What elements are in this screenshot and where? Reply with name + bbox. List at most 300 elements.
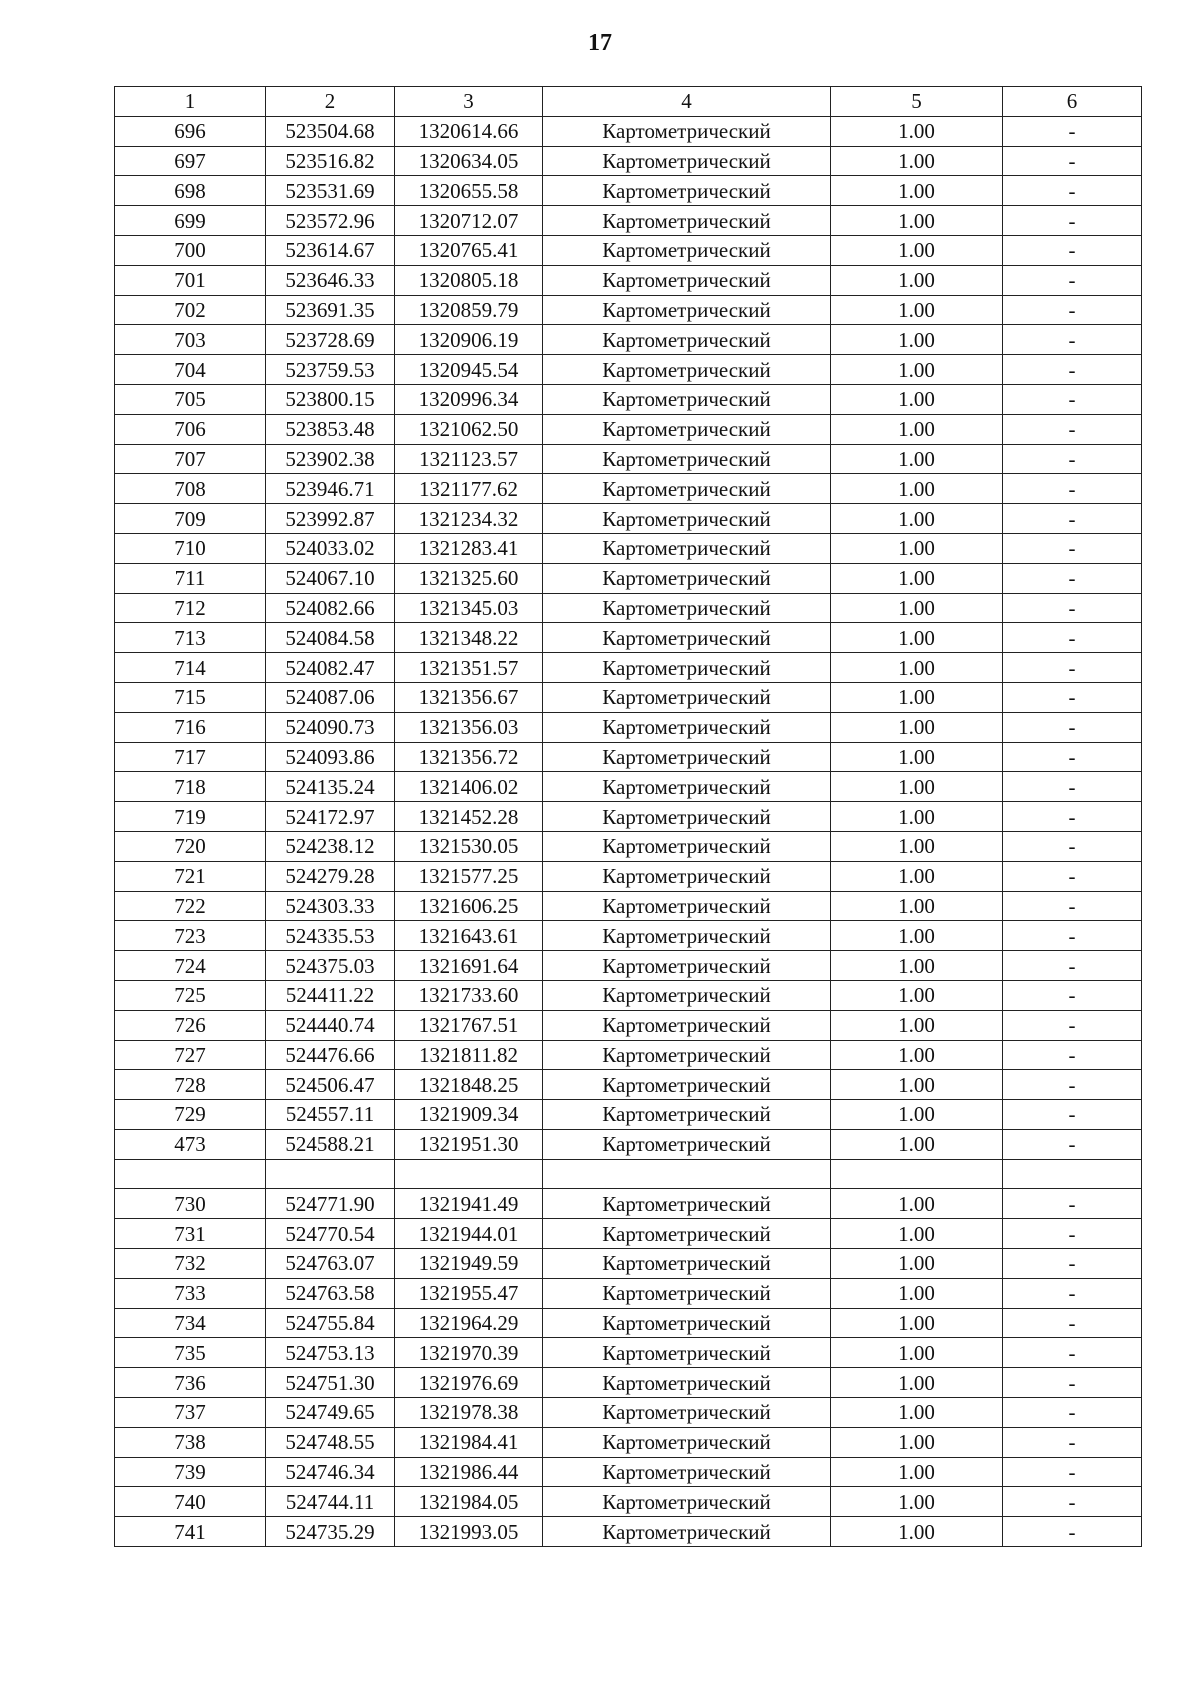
- table-cell: Картометрический: [543, 235, 831, 265]
- table-cell: Картометрический: [543, 414, 831, 444]
- table-cell: -: [1003, 593, 1142, 623]
- table-cell: Картометрический: [543, 1457, 831, 1487]
- table-row: [115, 1249, 1142, 1279]
- table-cell: 709: [115, 504, 266, 534]
- table-cell: 1.00: [831, 474, 1003, 504]
- table-cell: 524082.66: [266, 593, 395, 623]
- table-cell: 524506.47: [266, 1070, 395, 1100]
- table-cell: 724: [115, 951, 266, 981]
- table-cell: 1321351.57: [395, 653, 543, 683]
- table-row: [115, 831, 1142, 861]
- table-cell: 1.00: [831, 504, 1003, 534]
- table-cell: 523691.35: [266, 295, 395, 325]
- table-cell: 725: [115, 980, 266, 1010]
- table-cell: 1.00: [831, 682, 1003, 712]
- table-cell: 1.00: [831, 533, 1003, 563]
- table-cell: 524588.21: [266, 1129, 395, 1159]
- table-cell: 1321941.49: [395, 1189, 543, 1219]
- table-body: [115, 87, 1142, 1547]
- table-cell: -: [1003, 772, 1142, 802]
- table-cell: 1.00: [831, 265, 1003, 295]
- table-cell: Картометрический: [543, 772, 831, 802]
- table-cell: 712: [115, 593, 266, 623]
- column-header: 1: [115, 87, 266, 117]
- table-cell: 524090.73: [266, 712, 395, 742]
- table-row: [115, 1189, 1142, 1219]
- table-cell: -: [1003, 1457, 1142, 1487]
- table-cell: 707: [115, 444, 266, 474]
- table-row: [115, 235, 1142, 265]
- table-cell: 1321283.41: [395, 533, 543, 563]
- table-cell: 721: [115, 861, 266, 891]
- table-row: [115, 1487, 1142, 1517]
- table-row: [115, 444, 1142, 474]
- table-cell: 1320614.66: [395, 116, 543, 146]
- table-cell: 731: [115, 1219, 266, 1249]
- table-cell: 524172.97: [266, 802, 395, 832]
- table-cell: 1321177.62: [395, 474, 543, 504]
- table-cell: 524771.90: [266, 1189, 395, 1219]
- table-row: [115, 1070, 1142, 1100]
- table-cell: 1320712.07: [395, 206, 543, 236]
- table-cell: 1.00: [831, 235, 1003, 265]
- table-cell: 523728.69: [266, 325, 395, 355]
- table-cell: 1.00: [831, 1427, 1003, 1457]
- table-cell: 732: [115, 1249, 266, 1279]
- table-cell: 723: [115, 921, 266, 951]
- table-cell: 1321345.03: [395, 593, 543, 623]
- table-row: [115, 474, 1142, 504]
- table-cell: -: [1003, 444, 1142, 474]
- table-cell: Картометрический: [543, 1070, 831, 1100]
- table-cell: 524763.07: [266, 1249, 395, 1279]
- table-cell: 1.00: [831, 772, 1003, 802]
- table-cell: Картометрический: [543, 504, 831, 534]
- table-cell: 524755.84: [266, 1308, 395, 1338]
- table-cell: 704: [115, 355, 266, 385]
- table-cell: 714: [115, 653, 266, 683]
- table-cell: 1.00: [831, 802, 1003, 832]
- table-cell: 524067.10: [266, 563, 395, 593]
- table-cell: Картометрический: [543, 1338, 831, 1368]
- table-cell: 735: [115, 1338, 266, 1368]
- table-cell: 523902.38: [266, 444, 395, 474]
- table-cell: 1320945.54: [395, 355, 543, 385]
- table-cell: 1.00: [831, 563, 1003, 593]
- table-cell: 1.00: [831, 1100, 1003, 1130]
- table-cell: 524335.53: [266, 921, 395, 951]
- table-cell: 524749.65: [266, 1398, 395, 1428]
- table-row: [115, 1040, 1142, 1070]
- table-cell: 1321949.59: [395, 1249, 543, 1279]
- table-row: [115, 891, 1142, 921]
- table-cell: 1320765.41: [395, 235, 543, 265]
- table-row: [115, 1517, 1142, 1547]
- table-cell: [266, 1159, 395, 1189]
- table-cell: -: [1003, 742, 1142, 772]
- table-cell: 1.00: [831, 980, 1003, 1010]
- table-cell: 473: [115, 1129, 266, 1159]
- column-header: 4: [543, 87, 831, 117]
- table-cell: 1321978.38: [395, 1398, 543, 1428]
- table-cell: -: [1003, 414, 1142, 444]
- table-cell: Картометрический: [543, 325, 831, 355]
- table-cell: Картометрический: [543, 444, 831, 474]
- table-cell: Картометрический: [543, 265, 831, 295]
- table-cell: -: [1003, 355, 1142, 385]
- table-cell: 523504.68: [266, 116, 395, 146]
- table-cell: 734: [115, 1308, 266, 1338]
- table-cell: 729: [115, 1100, 266, 1130]
- table-row: [115, 861, 1142, 891]
- table-cell: 1321986.44: [395, 1457, 543, 1487]
- table-cell: 1321406.02: [395, 772, 543, 802]
- table-cell: Картометрический: [543, 623, 831, 653]
- table-cell: 1.00: [831, 951, 1003, 981]
- table-cell: 1320634.05: [395, 146, 543, 176]
- table-cell: 710: [115, 533, 266, 563]
- table-row: [115, 712, 1142, 742]
- table-cell: 741: [115, 1517, 266, 1547]
- table-cell: -: [1003, 146, 1142, 176]
- table-cell: 1.00: [831, 1368, 1003, 1398]
- table-cell: -: [1003, 1189, 1142, 1219]
- table-cell: 524087.06: [266, 682, 395, 712]
- table-cell: 1.00: [831, 1517, 1003, 1547]
- table-cell: 1.00: [831, 1278, 1003, 1308]
- table-cell: [831, 1159, 1003, 1189]
- table-cell: 727: [115, 1040, 266, 1070]
- table-cell: 702: [115, 295, 266, 325]
- table-cell: -: [1003, 1368, 1142, 1398]
- table-cell: 523853.48: [266, 414, 395, 444]
- table-cell: 1321606.25: [395, 891, 543, 921]
- table-cell: Картометрический: [543, 653, 831, 683]
- table-cell: -: [1003, 1517, 1142, 1547]
- table-row: [115, 980, 1142, 1010]
- table-cell: 524735.29: [266, 1517, 395, 1547]
- table-cell: 703: [115, 325, 266, 355]
- table-cell: 1.00: [831, 653, 1003, 683]
- table-header-row: [115, 87, 1142, 117]
- column-header: 6: [1003, 87, 1142, 117]
- table-row: [115, 742, 1142, 772]
- table-cell: 1321767.51: [395, 1010, 543, 1040]
- table-cell: 1321733.60: [395, 980, 543, 1010]
- table-row: [115, 1100, 1142, 1130]
- coordinates-table: [114, 86, 1142, 1547]
- table-cell: 1321452.28: [395, 802, 543, 832]
- table-cell: Картометрический: [543, 742, 831, 772]
- table-cell: 1.00: [831, 1040, 1003, 1070]
- table-row: [115, 1278, 1142, 1308]
- table-row: [115, 414, 1142, 444]
- table-cell: 1.00: [831, 831, 1003, 861]
- table-row: [115, 1308, 1142, 1338]
- table-row: [115, 593, 1142, 623]
- table-cell: 722: [115, 891, 266, 921]
- table-cell: Картометрический: [543, 533, 831, 563]
- table-row: [115, 802, 1142, 832]
- table-row: [115, 355, 1142, 385]
- table-cell: -: [1003, 1278, 1142, 1308]
- column-header: 3: [395, 87, 543, 117]
- table-cell: Картометрический: [543, 206, 831, 236]
- table-cell: -: [1003, 1100, 1142, 1130]
- table-cell: 524476.66: [266, 1040, 395, 1070]
- table-cell: Картометрический: [543, 951, 831, 981]
- table-row: [115, 921, 1142, 951]
- table-cell: 1321577.25: [395, 861, 543, 891]
- table-cell: 524744.11: [266, 1487, 395, 1517]
- table-cell: 1.00: [831, 891, 1003, 921]
- table-cell: -: [1003, 891, 1142, 921]
- table-cell: 1320859.79: [395, 295, 543, 325]
- table-cell: 1.00: [831, 623, 1003, 653]
- table-cell: Картометрический: [543, 474, 831, 504]
- table-cell: -: [1003, 1070, 1142, 1100]
- table-cell: -: [1003, 1129, 1142, 1159]
- table-cell: 1.00: [831, 146, 1003, 176]
- table-cell: 1.00: [831, 206, 1003, 236]
- table-cell: 524746.34: [266, 1457, 395, 1487]
- table-cell: Картометрический: [543, 712, 831, 742]
- table-row: [115, 176, 1142, 206]
- table-cell: 1.00: [831, 384, 1003, 414]
- table-cell: 524770.54: [266, 1219, 395, 1249]
- table-cell: 1.00: [831, 1338, 1003, 1368]
- table-cell: 738: [115, 1427, 266, 1457]
- table-cell: 708: [115, 474, 266, 504]
- table-cell: Картометрический: [543, 980, 831, 1010]
- table-cell: 1321848.25: [395, 1070, 543, 1100]
- table-row: [115, 1219, 1142, 1249]
- table-cell: [395, 1159, 543, 1189]
- table-cell: 524411.22: [266, 980, 395, 1010]
- table-cell: 1321964.29: [395, 1308, 543, 1338]
- table-cell: 1321984.41: [395, 1427, 543, 1457]
- table-row: [115, 951, 1142, 981]
- table-row: [115, 1368, 1142, 1398]
- table-cell: -: [1003, 504, 1142, 534]
- table-cell: 1321993.05: [395, 1517, 543, 1547]
- table-cell: -: [1003, 116, 1142, 146]
- table-cell: 523992.87: [266, 504, 395, 534]
- table-cell: -: [1003, 265, 1142, 295]
- table-cell: 1321643.61: [395, 921, 543, 951]
- table-cell: Картометрический: [543, 861, 831, 891]
- table-cell: 1321691.64: [395, 951, 543, 981]
- table-cell: 1.00: [831, 1129, 1003, 1159]
- table-row: [115, 325, 1142, 355]
- table-cell: 1320805.18: [395, 265, 543, 295]
- table-cell: Картометрический: [543, 1129, 831, 1159]
- table-cell: 1.00: [831, 295, 1003, 325]
- table-cell: 523946.71: [266, 474, 395, 504]
- table-row: [115, 1457, 1142, 1487]
- table-cell: 1321356.67: [395, 682, 543, 712]
- table-cell: Картометрический: [543, 1398, 831, 1428]
- table-cell: 1.00: [831, 176, 1003, 206]
- table-cell: 524093.86: [266, 742, 395, 772]
- table-cell: Картометрический: [543, 1308, 831, 1338]
- table-cell: -: [1003, 921, 1142, 951]
- table-cell: Картометрический: [543, 921, 831, 951]
- table-cell: 1.00: [831, 921, 1003, 951]
- table-cell: Картометрический: [543, 384, 831, 414]
- table-cell: 705: [115, 384, 266, 414]
- table-cell: Картометрический: [543, 1368, 831, 1398]
- table-cell: 733: [115, 1278, 266, 1308]
- table-cell: 713: [115, 623, 266, 653]
- table-cell: -: [1003, 176, 1142, 206]
- table-cell: 524135.24: [266, 772, 395, 802]
- table-cell: 1.00: [831, 444, 1003, 474]
- table-cell: 711: [115, 563, 266, 593]
- table-cell: -: [1003, 325, 1142, 355]
- table-cell: 524279.28: [266, 861, 395, 891]
- table-cell: -: [1003, 623, 1142, 653]
- table-row: [115, 623, 1142, 653]
- table-cell: 728: [115, 1070, 266, 1100]
- table-cell: 1321955.47: [395, 1278, 543, 1308]
- table-cell: -: [1003, 384, 1142, 414]
- table-cell: 715: [115, 682, 266, 712]
- table-cell: 1321325.60: [395, 563, 543, 593]
- table-cell: Картометрический: [543, 295, 831, 325]
- table-cell: 523800.15: [266, 384, 395, 414]
- table-cell: 740: [115, 1487, 266, 1517]
- column-header: 2: [266, 87, 395, 117]
- table-cell: 524751.30: [266, 1368, 395, 1398]
- table-cell: 1.00: [831, 1487, 1003, 1517]
- table-cell: 1321970.39: [395, 1338, 543, 1368]
- table-row: [115, 295, 1142, 325]
- table-cell: -: [1003, 861, 1142, 891]
- table-cell: [115, 1159, 266, 1189]
- page-number: 17: [588, 30, 612, 56]
- table-cell: Картометрический: [543, 831, 831, 861]
- table-row: [115, 653, 1142, 683]
- table-cell: Картометрический: [543, 355, 831, 385]
- table-cell: 1.00: [831, 1398, 1003, 1428]
- table-cell: 1.00: [831, 1189, 1003, 1219]
- table-cell: Картометрический: [543, 802, 831, 832]
- table-cell: 523614.67: [266, 235, 395, 265]
- table-cell: 523759.53: [266, 355, 395, 385]
- table-cell: 1.00: [831, 1457, 1003, 1487]
- table-cell: 1320996.34: [395, 384, 543, 414]
- table-row: [115, 1427, 1142, 1457]
- table-cell: -: [1003, 980, 1142, 1010]
- table-cell: 1320655.58: [395, 176, 543, 206]
- table-cell: 1.00: [831, 1308, 1003, 1338]
- table-cell: 524033.02: [266, 533, 395, 563]
- table-row: [115, 772, 1142, 802]
- table-cell: 524082.47: [266, 653, 395, 683]
- table-cell: -: [1003, 712, 1142, 742]
- table-cell: 524238.12: [266, 831, 395, 861]
- table-cell: 1321530.05: [395, 831, 543, 861]
- table-cell: 1.00: [831, 742, 1003, 772]
- table-cell: 523646.33: [266, 265, 395, 295]
- table-cell: 697: [115, 146, 266, 176]
- table-cell: 736: [115, 1368, 266, 1398]
- table-cell: [543, 1159, 831, 1189]
- table-cell: 739: [115, 1457, 266, 1487]
- table-cell: -: [1003, 1487, 1142, 1517]
- table-cell: 696: [115, 116, 266, 146]
- table-cell: 1.00: [831, 1070, 1003, 1100]
- table-cell: Картометрический: [543, 1487, 831, 1517]
- table-cell: 1321944.01: [395, 1219, 543, 1249]
- table-cell: 523531.69: [266, 176, 395, 206]
- table-cell: 1321811.82: [395, 1040, 543, 1070]
- table-cell: 701: [115, 265, 266, 295]
- table-cell: -: [1003, 1249, 1142, 1279]
- table-cell: 719: [115, 802, 266, 832]
- table-cell: 523572.96: [266, 206, 395, 236]
- table-cell: -: [1003, 951, 1142, 981]
- table-cell: 1321909.34: [395, 1100, 543, 1130]
- table-cell: 726: [115, 1010, 266, 1040]
- table-row: [115, 533, 1142, 563]
- table-cell: Картометрический: [543, 1427, 831, 1457]
- table-cell: Картометрический: [543, 1219, 831, 1249]
- table-cell: 1321356.72: [395, 742, 543, 772]
- table-cell: 1.00: [831, 593, 1003, 623]
- table-cell: 524440.74: [266, 1010, 395, 1040]
- table-cell: 1.00: [831, 355, 1003, 385]
- table-cell: -: [1003, 802, 1142, 832]
- table-cell: -: [1003, 831, 1142, 861]
- table-cell: 730: [115, 1189, 266, 1219]
- table-cell: 1.00: [831, 414, 1003, 444]
- table-cell: -: [1003, 563, 1142, 593]
- table-cell: 524375.03: [266, 951, 395, 981]
- table-row: [115, 504, 1142, 534]
- table-cell: -: [1003, 295, 1142, 325]
- table-cell: Картометрический: [543, 1040, 831, 1070]
- column-header: 5: [831, 87, 1003, 117]
- table-cell: Картометрический: [543, 116, 831, 146]
- table-cell: 523516.82: [266, 146, 395, 176]
- table-cell: [1003, 1159, 1142, 1189]
- table-row: [115, 146, 1142, 176]
- table-cell: 716: [115, 712, 266, 742]
- table-cell: -: [1003, 235, 1142, 265]
- table-cell: Картометрический: [543, 176, 831, 206]
- table-cell: 1320906.19: [395, 325, 543, 355]
- table-cell: Картометрический: [543, 1517, 831, 1547]
- table-cell: Картометрический: [543, 146, 831, 176]
- table-row: [115, 1398, 1142, 1428]
- table-cell: Картометрический: [543, 891, 831, 921]
- table-cell: -: [1003, 1427, 1142, 1457]
- table-cell: -: [1003, 206, 1142, 236]
- table-cell: -: [1003, 1338, 1142, 1368]
- table-cell: 718: [115, 772, 266, 802]
- table-cell: 1.00: [831, 1219, 1003, 1249]
- table-cell: 524763.58: [266, 1278, 395, 1308]
- table-cell: -: [1003, 682, 1142, 712]
- table-cell: 1321348.22: [395, 623, 543, 653]
- table-cell: 720: [115, 831, 266, 861]
- table-cell: 1321234.32: [395, 504, 543, 534]
- table-cell: Картометрический: [543, 1189, 831, 1219]
- table-cell: 1321984.05: [395, 1487, 543, 1517]
- table-cell: 1.00: [831, 116, 1003, 146]
